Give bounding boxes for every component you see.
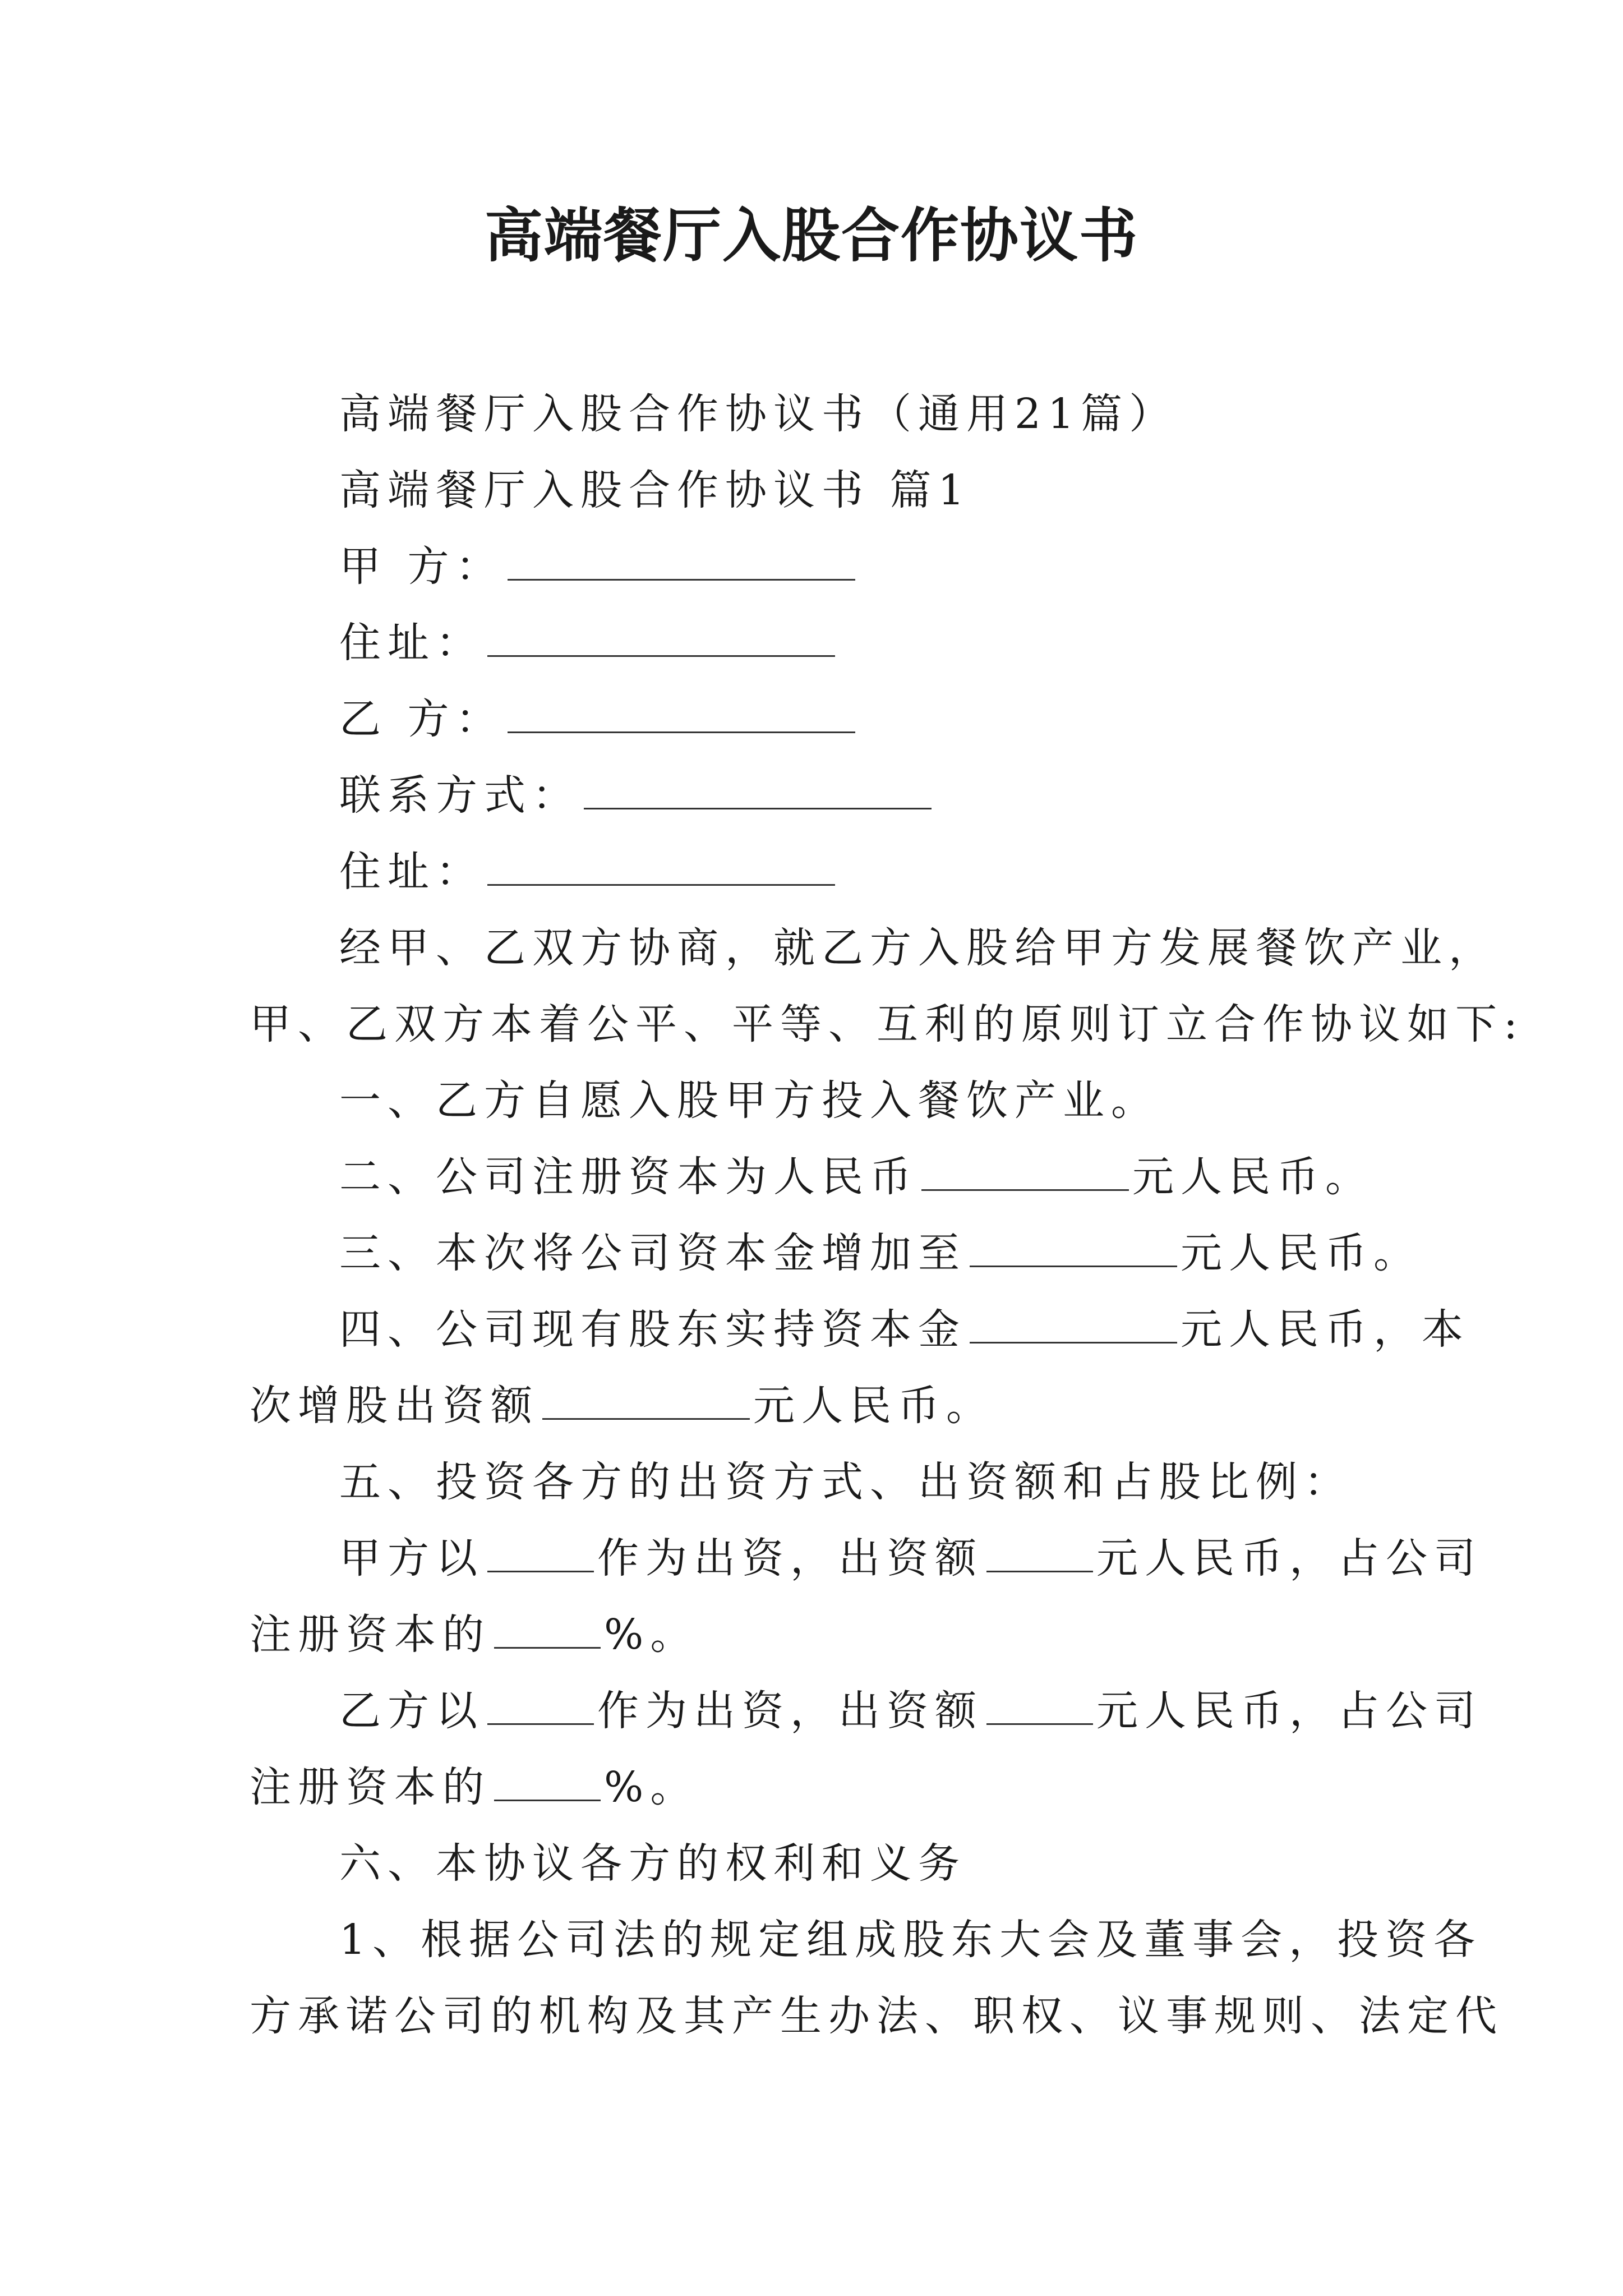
contact-line bbox=[250, 757, 1394, 834]
party-b-method-blank bbox=[487, 1690, 594, 1725]
section-heading: 高端餐厅入股合作协议书 篇1 bbox=[339, 466, 971, 514]
clause-3-text: 三、本次将公司资本金增加至 bbox=[339, 1229, 966, 1277]
clause-6: 六、本协议各方的权利和义务 bbox=[339, 1839, 966, 1888]
party-b-share-blank bbox=[494, 1766, 601, 1801]
party-a-method-blank bbox=[487, 1537, 594, 1572]
intro-line-2: 甲、乙双方本着公平、平等、互利的原则订立合作协议如下: bbox=[250, 1000, 1524, 1048]
contact-label: 联系方式： bbox=[339, 771, 580, 820]
clause-4-line2-text: 次增股出资额 bbox=[250, 1382, 539, 1430]
party-b-share-unit: %。 bbox=[604, 1763, 699, 1811]
party-a-invest-share-text: 元人民币，占公司 bbox=[1096, 1534, 1482, 1582]
party-a-share-text: 注册资本的 bbox=[250, 1611, 491, 1659]
clause-2-blank bbox=[921, 1156, 1129, 1191]
clause-4-line-1 bbox=[250, 1291, 1470, 1368]
party-a-blank bbox=[508, 545, 855, 581]
clause-5: 五、投资各方的出资方式、出资额和占股比例： bbox=[339, 1458, 1352, 1506]
party-b-label: 乙 方： bbox=[339, 695, 504, 743]
party-a-line bbox=[250, 528, 1394, 605]
intro-line-1: 经甲、乙双方协商，就乙方入股给甲方发展餐饮产业， bbox=[339, 924, 1497, 972]
address-label-2: 住址： bbox=[339, 848, 484, 896]
party-b-invest-amount-text: 作为出资，出资额 bbox=[597, 1687, 983, 1735]
party-b-invest-text: 乙方以 bbox=[339, 1687, 484, 1735]
address-line-1 bbox=[250, 605, 1394, 681]
address-line-2 bbox=[250, 834, 1394, 910]
party-a-share-blank bbox=[494, 1613, 601, 1649]
party-a-invest-text: 甲方以 bbox=[339, 1534, 484, 1582]
party-b-share-text: 注册资本的 bbox=[250, 1763, 491, 1811]
party-b-line bbox=[250, 681, 1394, 757]
contact-blank bbox=[584, 774, 932, 809]
party-a-invest-line-1 bbox=[250, 1520, 1482, 1596]
document-subtitle: 高端餐厅入股合作协议书（通用21篇） bbox=[339, 390, 1178, 438]
party-a-label: 甲 方： bbox=[339, 542, 504, 591]
party-b-invest-line-2 bbox=[250, 1749, 1394, 1825]
document-title: 高端餐厅入股合作协议书 bbox=[484, 201, 1138, 270]
party-b-blank bbox=[508, 698, 855, 733]
clause-3 bbox=[250, 1215, 1422, 1291]
clause-4-line2-blank bbox=[542, 1384, 750, 1420]
clause-3-unit: 元人民币。 bbox=[1181, 1229, 1422, 1277]
clause-1: 一、乙方自愿入股甲方投入餐饮产业。 bbox=[339, 1076, 1159, 1125]
address-blank-2 bbox=[487, 850, 835, 886]
item-1-line-2: 方承诺公司的机构及其产生办法、职权、议事规则、法定代 bbox=[250, 1992, 1504, 2040]
address-blank-1 bbox=[487, 622, 835, 657]
clause-4-blank bbox=[970, 1308, 1177, 1343]
clause-4-line2-unit: 元人民币。 bbox=[753, 1382, 994, 1430]
clause-2-text: 二、公司注册资本为人民币 bbox=[339, 1153, 918, 1201]
party-b-amount-blank bbox=[986, 1690, 1093, 1725]
clause-4-unit: 元人民币，本 bbox=[1181, 1305, 1470, 1354]
clause-2-unit: 元人民币。 bbox=[1132, 1153, 1373, 1201]
clause-4-text: 四、公司现有股东实持资本金 bbox=[339, 1305, 966, 1354]
clause-4-line-2 bbox=[250, 1368, 1394, 1444]
party-b-invest-line-1 bbox=[250, 1673, 1482, 1749]
clause-3-blank bbox=[970, 1232, 1177, 1267]
document-body bbox=[250, 376, 1524, 2054]
item-1-line-1: 1、根据公司法的规定组成股东大会及董事会，投资各 bbox=[339, 1916, 1482, 1964]
party-b-invest-share-text: 元人民币，占公司 bbox=[1096, 1687, 1482, 1735]
clause-2 bbox=[250, 1139, 1394, 1215]
party-a-share-unit: %。 bbox=[604, 1611, 699, 1659]
address-label-1: 住址： bbox=[339, 619, 484, 667]
party-a-amount-blank bbox=[986, 1537, 1093, 1572]
party-a-invest-line-2 bbox=[250, 1596, 1394, 1673]
party-a-invest-amount-text: 作为出资，出资额 bbox=[597, 1534, 983, 1582]
